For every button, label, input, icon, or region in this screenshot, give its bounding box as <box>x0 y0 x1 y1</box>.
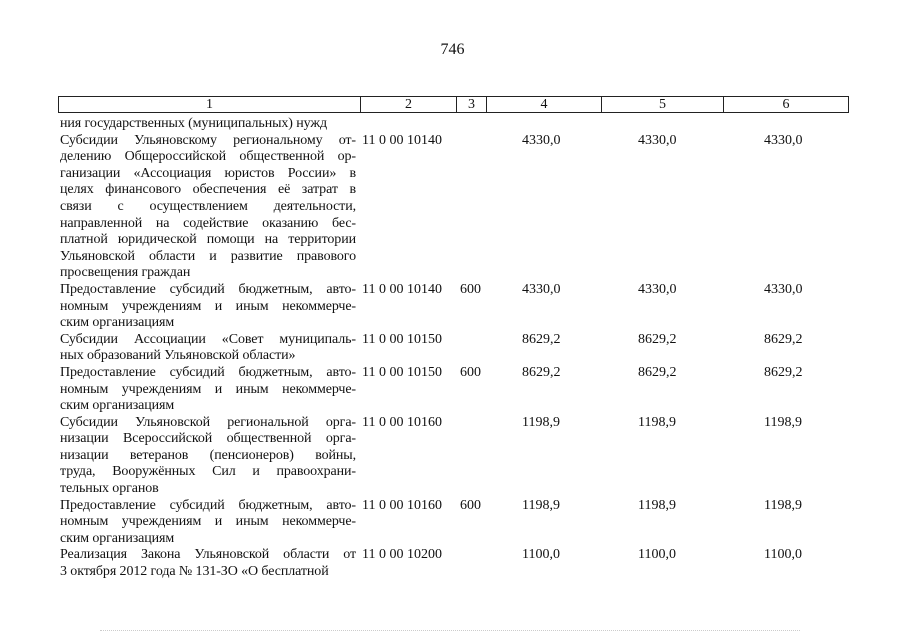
row-value-col6: 1198,9 <box>764 414 802 430</box>
table-row <box>58 116 848 133</box>
row-value-col5: 8629,2 <box>638 364 677 380</box>
row-expense-type: 600 <box>460 364 481 380</box>
description-line: Субсидии Ульяновскому региональному от- <box>60 132 356 148</box>
row-value-col4: 1198,9 <box>522 414 560 430</box>
row-description <box>58 282 356 332</box>
description-line: номным учреждениям и иным некоммерче- <box>60 514 356 530</box>
description-line: ским организациям <box>60 398 175 414</box>
row-value-col6: 8629,2 <box>764 331 803 347</box>
row-value-col4: 1198,9 <box>522 497 560 513</box>
row-value-col6: 1100,0 <box>764 547 802 563</box>
table-row <box>58 547 848 580</box>
table-header <box>58 96 849 113</box>
description-line: Субсидии Ульяновской региональной орга- <box>60 414 356 430</box>
table-row <box>58 415 848 498</box>
description-line: делению Общероссийской общественной ор- <box>60 149 356 165</box>
scan-artifact-line <box>100 630 800 632</box>
row-expense-type: 600 <box>460 497 481 513</box>
table-row <box>58 498 848 548</box>
row-description <box>58 415 356 498</box>
row-description <box>58 332 356 365</box>
row-value-col6: 4330,0 <box>764 132 803 148</box>
header-col-4: 4 <box>487 97 602 113</box>
row-value-col5: 4330,0 <box>638 132 677 148</box>
description-line: Предоставление субсидий бюджетным, авто- <box>60 497 356 513</box>
row-description <box>58 365 356 415</box>
row-description <box>58 133 356 282</box>
table-row <box>58 133 848 282</box>
row-value-col5: 4330,0 <box>638 281 677 297</box>
row-value-col4: 4330,0 <box>522 132 561 148</box>
description-line: труда, Вооружённых Сил и правоохрани- <box>60 464 356 480</box>
description-line: 3 октября 2012 года № 131-ЗО «О бесплатной <box>60 564 329 580</box>
header-col-1: 1 <box>59 97 361 113</box>
description-line: Предоставление субсидий бюджетным, авто- <box>60 364 356 380</box>
description-line: низации Всероссийской общественной орга- <box>60 431 356 447</box>
row-expense-type: 600 <box>460 281 481 297</box>
row-value-col5: 1198,9 <box>638 497 676 513</box>
description-line: направленной на содействие оказанию бес- <box>60 215 356 231</box>
page-number: 746 <box>440 41 465 58</box>
header-col-2: 2 <box>361 97 457 113</box>
description-line: ных образований Ульяновской области» <box>60 348 296 364</box>
row-value-col5: 1100,0 <box>638 547 676 563</box>
row-description <box>58 116 356 133</box>
description-line: просвещения граждан <box>60 265 191 281</box>
header-col-6: 6 <box>724 97 849 113</box>
description-line: связи с осуществлением деятельности, <box>60 198 356 214</box>
row-value-col4: 8629,2 <box>522 331 561 347</box>
row-code: 11 0 00 10150 <box>362 364 442 380</box>
description-line: низации ветеранов (пенсионеров) войны, <box>60 447 356 463</box>
header-col-5: 5 <box>602 97 724 113</box>
description-line: ским организациям <box>60 530 175 546</box>
description-line: ским организациям <box>60 315 175 331</box>
table-header-row <box>59 97 849 113</box>
row-value-col4: 8629,2 <box>522 364 561 380</box>
row-code: 11 0 00 10150 <box>362 331 442 347</box>
row-code: 11 0 00 10140 <box>362 132 442 148</box>
description-line: номным учреждениям и иным некоммерче- <box>60 298 356 314</box>
description-line: платной юридической помощи на территории <box>60 232 356 248</box>
description-line: Предоставление субсидий бюджетным, авто- <box>60 281 356 297</box>
row-value-col6: 4330,0 <box>764 281 803 297</box>
row-value-col5: 1198,9 <box>638 414 676 430</box>
table-row <box>58 332 848 365</box>
description-line: тельных органов <box>60 481 159 497</box>
description-line: целях финансового обеспечения её затрат в <box>60 182 356 198</box>
row-description <box>58 547 356 580</box>
table-row <box>58 365 848 415</box>
description-line: ганизации «Ассоциация юристов России» в <box>60 165 356 181</box>
table-row <box>58 282 848 332</box>
row-code: 11 0 00 10160 <box>362 414 442 430</box>
description-line: номным учреждениям и иным некоммерче- <box>60 381 356 397</box>
row-code: 11 0 00 10160 <box>362 497 442 513</box>
header-col-3: 3 <box>457 97 487 113</box>
description-line: Реализация Закона Ульяновской области от <box>60 547 356 563</box>
row-value-col4: 4330,0 <box>522 281 561 297</box>
row-value-col6: 8629,2 <box>764 364 803 380</box>
row-code: 11 0 00 10140 <box>362 281 442 297</box>
row-value-col4: 1100,0 <box>522 547 560 563</box>
row-code: 11 0 00 10200 <box>362 547 442 563</box>
row-value-col5: 8629,2 <box>638 331 677 347</box>
row-value-col6: 1198,9 <box>764 497 802 513</box>
table-body <box>58 116 848 581</box>
description-line: Субсидии Ассоциации «Совет муниципаль- <box>60 331 356 347</box>
description-line: Ульяновской области и развитие правового <box>60 248 356 264</box>
row-description <box>58 498 356 548</box>
description-line: ния государственных (муниципальных) нужд <box>60 116 327 131</box>
